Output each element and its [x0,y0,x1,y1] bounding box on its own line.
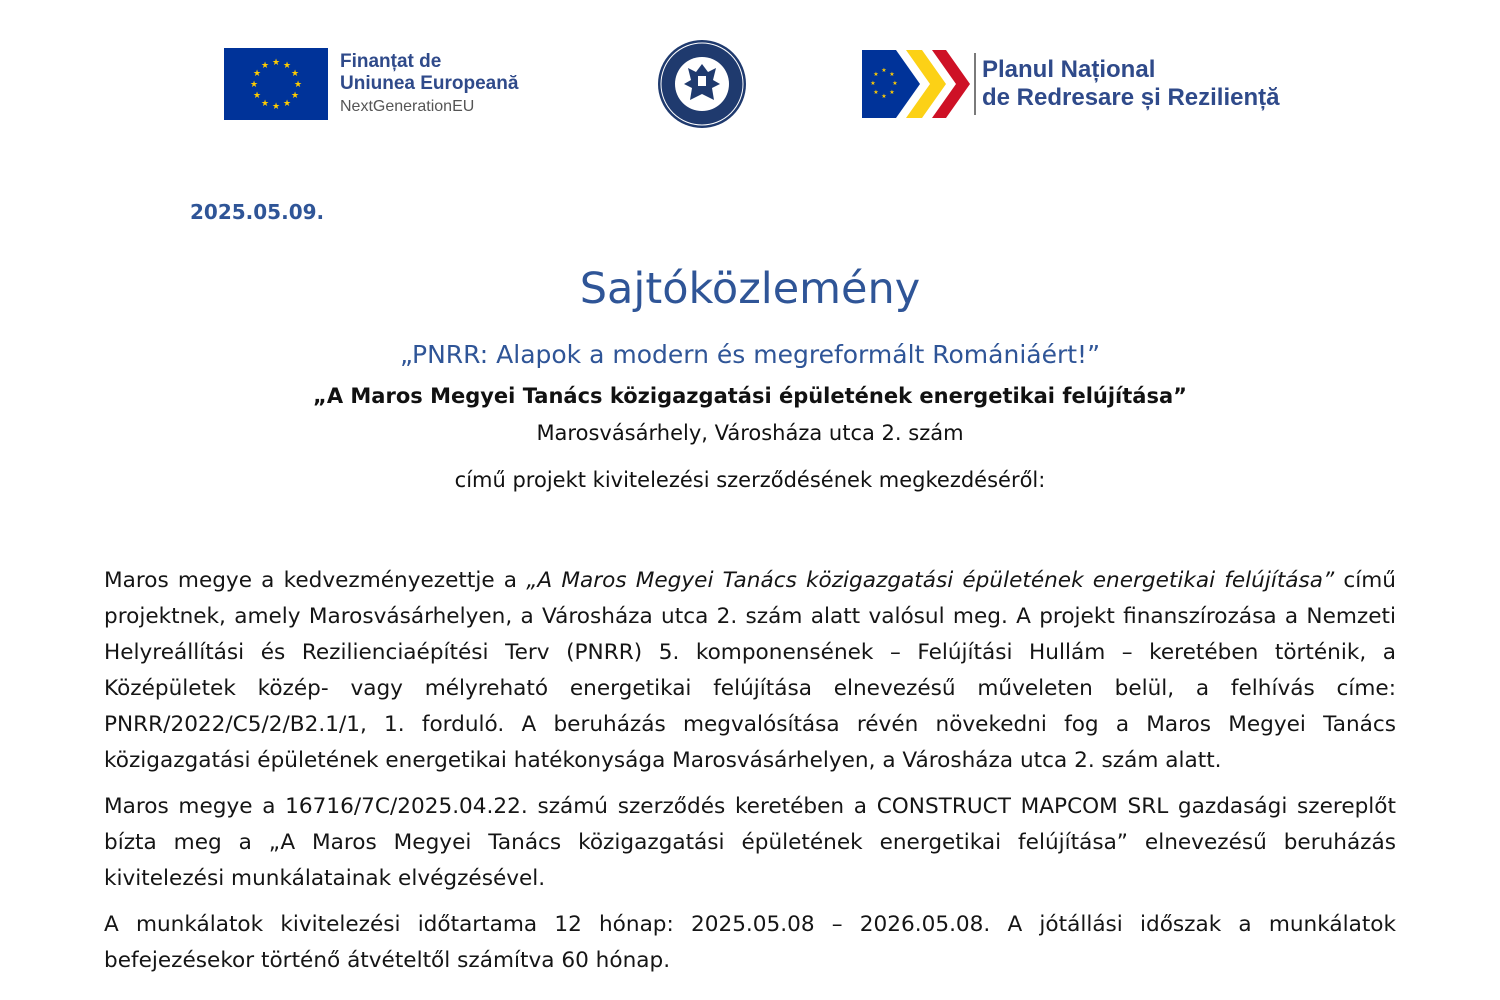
svg-text:★: ★ [252,91,262,101]
paragraph-2: Maros megye a 16716/7C/2025.04.22. számú szerződés keretében a CONSTRUCT MAPCOM SRL gazdasági szereplőt bízta meg a „A Maros Megyei Tanács közigazgatási épületének energetikai felújítása” elnevezésű beruházás kivitelezési munkálatainak elvégzésével. [104,794,1396,891]
svg-text:★: ★ [873,71,879,78]
logo-header [0,0,1500,160]
svg-text:★: ★ [870,80,876,87]
svg-text:★: ★ [271,58,281,68]
svg-text:★: ★ [881,93,887,100]
svg-text:★: ★ [892,80,898,87]
pnrr-divider [974,53,976,115]
paragraph-3: A munkálatok kivitelezési időtartama 12 hónap: 2025.05.08 – 2026.05.08. A jótállási időszak a munkálatok befejezésekor történő átvételtől számítva 60 hónap. [104,912,1396,973]
svg-text:★: ★ [873,89,879,96]
svg-text:★: ★ [293,80,303,90]
pnrr-mark-icon [862,50,970,118]
page-title: Sajtóközlemény [579,264,921,314]
paragraph-1-project-title: „A Maros Megyei Tanács közigazgatási épületének energetikai felújítása” [526,568,1335,593]
intro-line: című projekt kivitelezési szerződésének megkezdéséről: [454,468,1046,492]
press-release-date: 2025.05.09. [190,200,325,224]
subtitle: „PNRR: Alapok a modern és megreformált Romániáért!” [399,340,1101,369]
svg-text:★: ★ [290,69,300,79]
eu-logo-line-2: Uniunea Europeană [340,73,519,95]
svg-text:★: ★ [881,67,887,74]
pnrr-logo [862,50,1279,118]
eu-logo-line-3: NextGenerationEU [340,98,475,116]
paragraph-1-start: Maros megye a kedvezményezettje a [104,568,527,593]
svg-text:★: ★ [889,89,895,96]
project-address: Marosvásárhely, Városháza utca 2. szám [536,421,964,445]
svg-text:★: ★ [282,99,292,109]
svg-text:★: ★ [249,80,259,90]
romanian-government-seal-icon [656,38,748,130]
svg-text:★: ★ [260,61,270,71]
svg-text:★: ★ [252,69,262,79]
svg-text:★: ★ [282,61,292,71]
svg-text:★: ★ [290,91,300,101]
project-name: „A Maros Megyei Tanács közigazgatási épületének energetikai felújítása” [313,384,1187,408]
eu-flag-icon [224,48,328,120]
svg-text:★: ★ [271,102,281,112]
eu-funding-logo [224,48,518,120]
eu-logo-line-1: Finanțat de [340,51,442,73]
svg-text:★: ★ [889,71,895,78]
paragraph-1 [104,563,1396,779]
pnrr-line-2: de Redresare și Reziliență [982,84,1280,111]
body-text [104,563,1396,989]
svg-text:★: ★ [260,99,270,109]
paragraph-1-rest: című projektnek, amely Marosvásárhelyen, a Városháza utca 2. szám alatt valósul meg. A projekt finanszírozása a Nemzeti Helyreállítási és Rezilienciaépítési Terv (PNRR) 5. komponensének – Felújítási Hullám – keretében történik, a Középületek közép- vagy mélyreható energetikai felújítása elnevezésű műveleten belül, a felhívás címe: PNRR/2022/C5/2/B2.1/1, 1. forduló. A beruházás megvalósítása révén növekedni fog a Maros Megyei Tanács közigazgatási épületének energetikai hatékonysága Marosvásárhelyen, a Városháza utca 2. szám alatt. [104,568,1396,773]
pnrr-line-1: Planul Național [982,56,1156,84]
